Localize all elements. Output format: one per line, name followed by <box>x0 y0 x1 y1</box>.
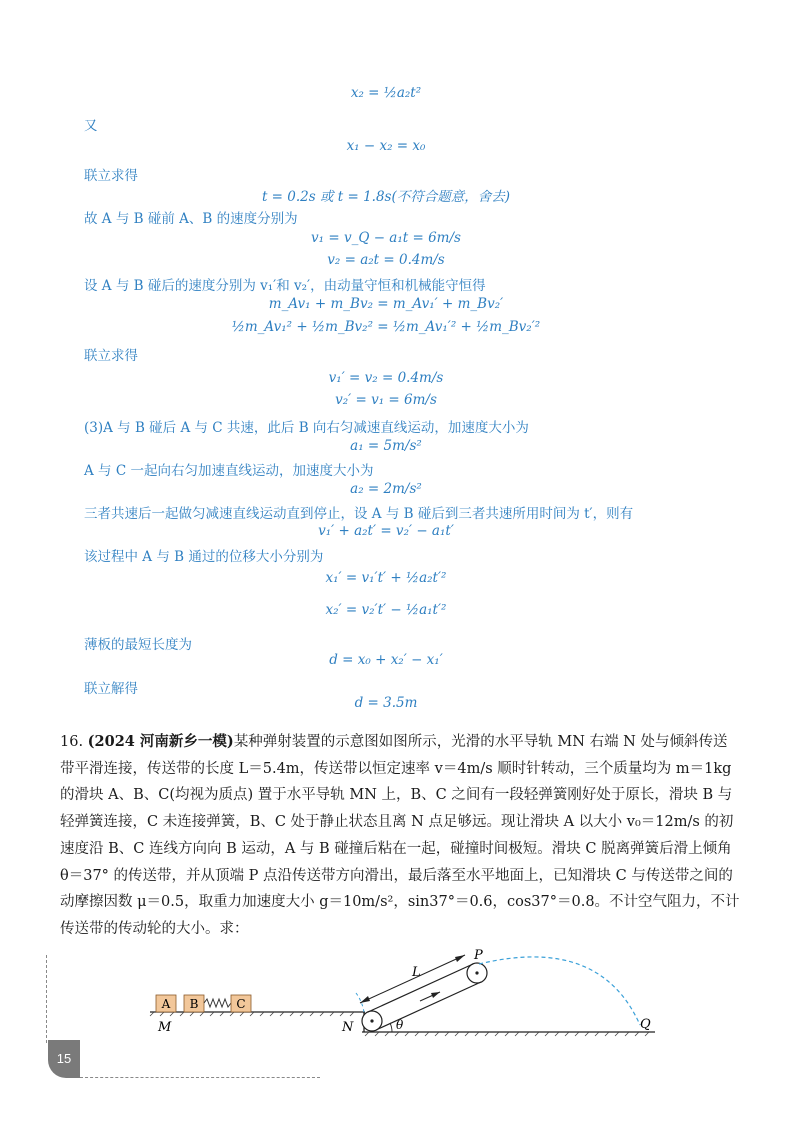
label-theta: θ <box>396 1018 404 1032</box>
solution-equation: v₂′ = v₁ = 6m/s <box>335 392 437 408</box>
spring <box>204 999 231 1007</box>
solution-text: (3)A 与 B 碰后 A 与 C 共速，此后 B 向右匀减速直线运动，加速度大小为 <box>84 420 529 436</box>
solution-equation: x₂ = ½a₂t² <box>350 85 422 101</box>
label-q: Q <box>640 1017 651 1032</box>
solution-text: A 与 C 一起向右匀加速直线运动，加速度大小为 <box>84 463 374 479</box>
block-a-label: A <box>161 997 171 1011</box>
solution-equation: v₁ = v_Q − a₁t = 6m/s <box>311 230 461 246</box>
question-source: (2024 河南新乡一模) <box>87 733 234 750</box>
solution-text: 联立求得 <box>84 348 138 364</box>
solution-text: 该过程中 A 与 B 通过的位移大小分别为 <box>84 549 324 565</box>
solution-text: 三者共速后一起做匀减速直线运动直到停止，设 A 与 B 碰后到三者共速所用时间为 t′，则有 <box>84 506 634 522</box>
label-m: M <box>158 1020 172 1035</box>
solution-text: 又 <box>84 118 98 134</box>
solution-equation: d = 3.5m <box>354 695 418 711</box>
solution-equation: v₁′ + a₂t′ = v₂′ − a₁t′ <box>318 523 454 539</box>
label-p: P <box>474 948 483 963</box>
solution-equation: d = x₀ + x₂′ − x₁′ <box>329 652 443 668</box>
solution-equation: a₁ = 5m/s² <box>350 438 422 454</box>
solution-text: 设 A 与 B 碰后的速度分别为 v₁′和 v₂′，由动量守恒和机械能守恒得 <box>84 278 486 294</box>
question-16 <box>60 729 740 943</box>
margin-dash-horizontal <box>80 1077 320 1078</box>
solution-text: 联立求得 <box>84 168 138 184</box>
block-c-label: C <box>236 997 246 1011</box>
block-b-label: B <box>189 997 199 1011</box>
solution-equation: x₁ − x₂ = x₀ <box>346 138 426 154</box>
conveyor-figure <box>0 945 800 1075</box>
label-n: N <box>342 1020 354 1035</box>
trajectory-arc <box>479 957 640 1025</box>
solution-equation: m_Av₁ + m_Bv₂ = m_Av₁′ + m_Bv₂′ <box>268 296 504 312</box>
solution-equation: v₁′ = v₂ = 0.4m/s <box>328 370 444 386</box>
label-l: L <box>412 965 421 980</box>
page-number: 15 <box>48 1040 80 1078</box>
solution-text: 故 A 与 B 碰前 A、B 的速度分别为 <box>84 211 298 227</box>
solution-text: 薄板的最短长度为 <box>84 637 192 653</box>
margin-dash-vertical <box>46 955 47 1043</box>
solution-equation: x₁′ = v₁′t′ + ½a₂t′² <box>325 570 447 586</box>
solution-equation: t = 0.2s 或 t = 1.8s(不符合题意，舍去) <box>261 189 511 205</box>
solution-equation: v₂ = a₂t = 0.4m/s <box>327 252 445 268</box>
solution-equation: ½m_Av₁² + ½m_Bv₂² = ½m_Av₁′² + ½m_Bv₂′² <box>231 319 541 335</box>
question-number: 16. <box>60 734 84 750</box>
solution-equation: x₂′ = v₂′t′ − ½a₁t′² <box>325 602 447 618</box>
solution-equation: a₂ = 2m/s² <box>350 481 422 497</box>
solution-text: 联立解得 <box>84 681 138 697</box>
question-body: 某种弹射装置的示意图如图所示，光滑的水平导轨 MN 右端 N 处与倾斜传送带平滑连接，传送带的长度 L＝5.4m，传送带以恒定速率 v＝4m/s 顺时针转动，三个质量均为 m＝1kg 的滑块 A、B、C(均视为质点) 置于水平导轨 MN 上，B、C 之间有一段轻弹簧刚好处于原长，滑块 B 与轻弹簧连接，C 未连接弹簧，B、C 处于静止状态且离 N 点足够远。现让滑块 A 以大小 v₀＝12m/s 的初速度沿 B、C 连线方向向 B 运动，A 与 B 碰撞后粘在一起，碰撞时间极短。滑块 C 脱离弹簧后滑上倾角 θ＝37° 的传送带，并从顶端 P 点沿传送带方向滑出，最后落至水平地面上，已知滑块 C 与传送带之间的动摩擦因数 μ＝0.5，取重力加速度大小 g＝10m/s²，sin37°＝0.6，cos37°＝0.8。不计空气阻力，不计传送带的传动轮的大小。求： <box>60 734 740 937</box>
